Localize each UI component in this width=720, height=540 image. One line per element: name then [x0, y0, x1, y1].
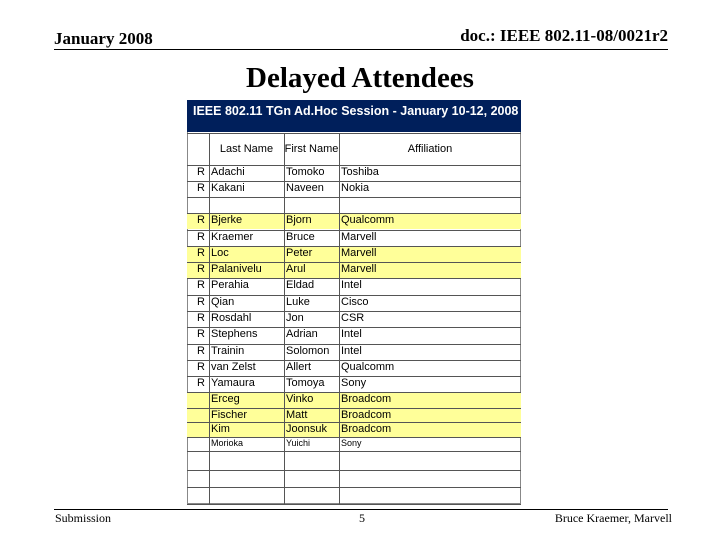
grid-line [187, 246, 521, 247]
first-name-cell: Luke [286, 296, 310, 308]
table-row [187, 392, 521, 408]
last-name-cell: Rosdahl [211, 312, 252, 324]
table-row [187, 181, 521, 197]
grid-line [187, 376, 521, 377]
row-mark: R [197, 312, 205, 324]
first-name-cell: Matt [286, 409, 308, 421]
last-name-cell: Kim [211, 423, 230, 435]
last-name-cell: Adachi [211, 166, 245, 178]
table-row [187, 165, 521, 181]
grid-column-line [209, 133, 210, 504]
first-name-cell: Bjorn [286, 214, 312, 226]
attendee-table [187, 100, 521, 504]
affiliation-cell: Toshiba [341, 166, 379, 178]
table-row [187, 437, 521, 451]
grid-line [187, 470, 521, 471]
row-mark: R [197, 296, 205, 308]
footer-rule [54, 509, 668, 510]
affiliation-cell: Qualcomm [341, 214, 395, 226]
first-name-cell: Adrian [286, 328, 318, 340]
footer-submission: Submission [55, 511, 112, 525]
table-row [187, 295, 521, 311]
table-row [187, 311, 521, 327]
table-row [187, 197, 521, 213]
affiliation-cell: Intel [341, 328, 362, 340]
table-row [187, 246, 521, 262]
last-name-cell: Qian [211, 296, 235, 308]
last-name-cell: Stephens [211, 328, 258, 340]
table-row [187, 262, 521, 278]
row-mark: R [197, 231, 205, 243]
first-name-cell: Tomoya [286, 377, 325, 389]
footer-author: Bruce Kraemer, Marvell [554, 511, 672, 525]
grid-line [187, 451, 521, 452]
row-mark: R [197, 247, 205, 259]
last-name-cell: Palanivelu [211, 263, 262, 275]
affiliation-cell: Intel [341, 279, 362, 291]
table-row [187, 327, 521, 343]
affiliation-cell: CSR [341, 312, 365, 324]
first-name-cell: Bruce [286, 231, 315, 243]
first-name-cell: Naveen [286, 182, 324, 194]
table-row [187, 422, 521, 437]
table-row [187, 408, 521, 422]
affiliation-cell: Cisco [341, 296, 369, 308]
affiliation-cell: Nokia [341, 182, 370, 194]
table-row [187, 344, 521, 360]
affiliation-cell: Broadcom [341, 423, 392, 435]
grid-line [187, 165, 521, 166]
affiliation-cell: Intel [341, 345, 362, 357]
affiliation-cell: Marvell [341, 263, 377, 275]
grid-line [187, 437, 521, 438]
footer-page-number: 5 [359, 511, 365, 525]
grid-line [187, 181, 521, 182]
last-name-cell: Erceg [211, 393, 240, 405]
grid-line [187, 311, 521, 312]
last-name-cell: Morioka [211, 438, 244, 448]
row-mark: R [197, 361, 205, 373]
last-name-cell: Kakani [211, 182, 245, 194]
grid-line [187, 487, 521, 488]
grid-line [187, 344, 521, 345]
table-row [187, 230, 521, 246]
header-date: January 2008 [54, 29, 153, 48]
grid-line [187, 133, 521, 134]
header-rule [54, 49, 668, 50]
table-row [187, 213, 521, 229]
first-name-cell: Joonsuk [286, 423, 327, 435]
last-name-cell: van Zelst [211, 361, 256, 373]
column-header-first-name: First Name [284, 143, 339, 155]
affiliation-cell: Marvell [341, 247, 377, 259]
table-row [187, 376, 521, 392]
slide-title: Delayed Attendees [246, 62, 474, 94]
row-mark: R [197, 279, 205, 291]
table-row [187, 360, 521, 376]
grid-line [187, 360, 521, 361]
last-name-cell: Kraemer [211, 231, 254, 243]
grid-column-line [339, 133, 340, 504]
row-mark: R [197, 182, 205, 194]
grid-line [187, 504, 521, 505]
first-name-cell: Jon [286, 312, 304, 324]
grid-line [187, 295, 521, 296]
first-name-cell: Solomon [286, 345, 330, 357]
grid-line [187, 392, 521, 393]
affiliation-cell: Sony [341, 438, 362, 448]
first-name-cell: Peter [286, 247, 313, 259]
affiliation-cell: Broadcom [341, 409, 392, 421]
row-mark: R [197, 214, 205, 226]
grid-column-line [284, 133, 285, 504]
column-header-affiliation: Affiliation [407, 143, 453, 155]
column-header-last-name: Last Name [219, 143, 274, 155]
first-name-cell: Arul [286, 263, 306, 275]
grid-line [187, 262, 521, 263]
grid-line [187, 197, 521, 198]
last-name-cell: Trainin [211, 345, 245, 357]
row-mark: R [197, 328, 205, 340]
table-title: IEEE 802.11 TGn Ad.Hoc Session - January 10-12, 2008 [187, 100, 521, 132]
last-name-cell: Yamaura [211, 377, 255, 389]
grid-line [187, 422, 521, 423]
first-name-cell: Vinko [286, 393, 314, 405]
affiliation-cell: Broadcom [341, 393, 392, 405]
table-row [187, 278, 521, 294]
first-name-cell: Yuichi [286, 438, 311, 448]
first-name-cell: Tomoko [286, 166, 325, 178]
last-name-cell: Fischer [211, 409, 248, 421]
last-name-cell: Loc [211, 247, 229, 259]
affiliation-cell: Sony [341, 377, 367, 389]
grid-line [187, 327, 521, 328]
last-name-cell: Perahia [211, 279, 249, 291]
row-mark: R [197, 263, 205, 275]
grid-line [187, 230, 521, 231]
row-mark: R [197, 166, 205, 178]
grid-line [187, 278, 521, 279]
first-name-cell: Allert [286, 361, 312, 373]
affiliation-cell: Qualcomm [341, 361, 395, 373]
grid-line [187, 213, 521, 214]
first-name-cell: Eldad [286, 279, 315, 291]
row-mark: R [197, 377, 205, 389]
header-doc-id: doc.: IEEE 802.11-08/0021r2 [460, 26, 668, 45]
grid-line [187, 408, 521, 409]
row-mark: R [197, 345, 205, 357]
last-name-cell: Bjerke [211, 214, 243, 226]
affiliation-cell: Marvell [341, 231, 377, 243]
